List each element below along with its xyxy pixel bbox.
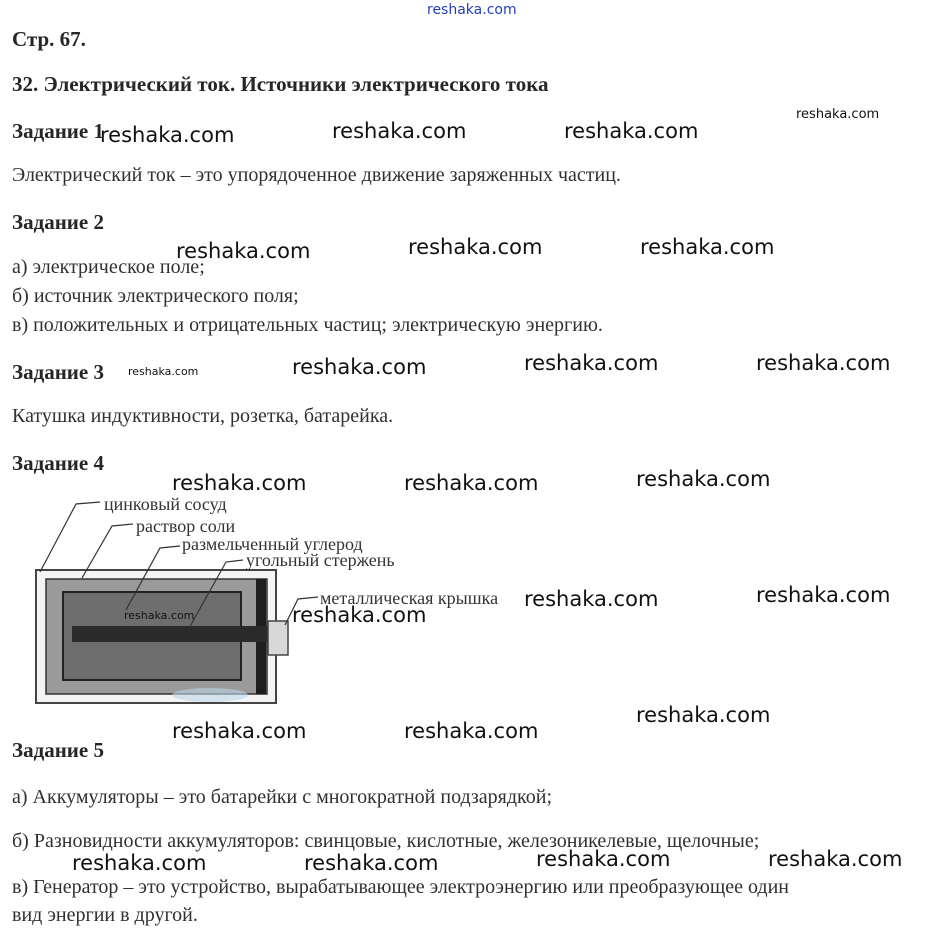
watermark: reshaka.com [72,851,207,875]
carbon-rod [72,626,272,642]
watermark: reshaka.com [176,239,311,263]
label-zinc-vessel: цинковый сосуд [104,494,227,514]
task2-heading: Задание 2 [12,210,104,234]
watermark: reshaka.com [332,119,467,143]
watermark: reshaka.com [292,355,427,379]
watermark: reshaka.com [524,351,659,375]
task5-heading: Задание 5 [12,738,104,762]
task1-text: Электрический ток – это упорядоченное движение заряженных частиц. [12,164,621,186]
watermark: reshaka.com [124,609,195,622]
watermark: reshaka.com [404,471,539,495]
watermark: reshaka.com [564,119,699,143]
task3-text: Катушка индуктивности, розетка, батарейка. [12,405,394,427]
watermark: reshaka.com [128,365,199,378]
task4-heading: Задание 4 [12,451,104,475]
label-carbon-rod: угольный стержень [246,550,395,570]
top-watermark: reshaka.com [427,2,517,18]
watermark: reshaka.com [100,123,235,147]
task5-c2: вид энергии в другой. [12,904,198,926]
task2-line-a: а) электрическое поле; [12,256,205,278]
task2-line-b: б) источник электрического поля; [12,285,299,307]
label-carbon-powder: размельченный углерод [182,534,363,554]
watermark: reshaka.com [640,235,775,259]
watermark: reshaka.com [292,603,427,627]
watermark: reshaka.com [524,587,659,611]
task5-b: б) Разновидности аккумуляторов: свинцовые, кислотные, железоникелевые, щелочные; [12,830,760,852]
watermark: reshaka.com [172,719,307,743]
task3-heading: Задание 3 [12,360,104,384]
watermark: reshaka.com [756,351,891,375]
label-salt-solution: раствор соли [136,516,236,536]
watermark: reshaka.com [536,847,671,871]
task1-heading: Задание 1 [12,119,104,143]
watermark: reshaka.com [636,467,771,491]
page-title: 32. Электрический ток. Источники электрического тока [12,72,549,96]
task2-line-c: в) положительных и отрицательных частиц; электрическую энергию. [12,314,603,336]
watermark: reshaka.com [404,719,539,743]
watermark: reshaka.com [796,107,880,122]
task5-c1: в) Генератор – это устройство, вырабатывающее электроэнергию или преобразующее один [12,876,789,898]
page-ref: Стр. 67. [12,27,86,51]
watermark: reshaka.com [172,471,307,495]
label-metal-cap: металлическая крышка [320,588,499,608]
watermark: reshaka.com [304,851,439,875]
watermark: reshaka.com [408,235,543,259]
watermark: reshaka.com [768,847,903,871]
task5-a: а) Аккумуляторы – это батарейки с многократной подзарядкой; [12,786,553,808]
watermark: reshaka.com [756,583,891,607]
metal-cap [268,621,288,655]
watermark: reshaka.com [636,703,771,727]
